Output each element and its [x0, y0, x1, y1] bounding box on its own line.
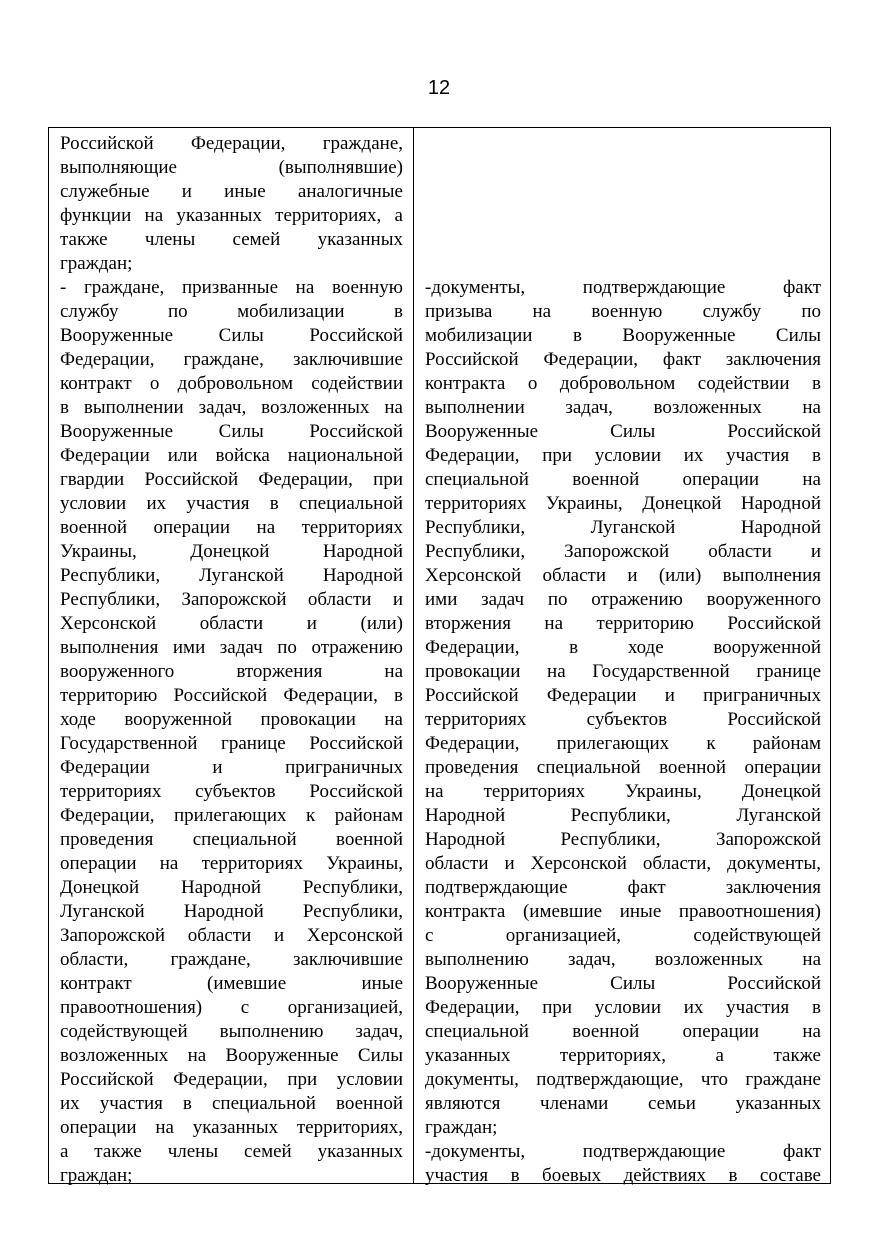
text-line: - граждане, призванные на военную: [60, 277, 403, 298]
right-cell-empty-space: [425, 132, 821, 276]
text-line: граждан;: [60, 253, 133, 274]
text-line: Федерации, при условии их участия в: [425, 997, 821, 1018]
text-line: территориях Украины, Донецкой Народной: [425, 493, 821, 514]
text-line: их участия в специальной военной: [60, 1093, 403, 1114]
text-line: Запорожской области и Херсонской: [60, 925, 403, 946]
text-line: в выполнении задач, возложенных на: [60, 397, 403, 418]
text-line: проведения специальной военной: [60, 829, 403, 850]
text-line: провокации на Государственной границе: [425, 661, 821, 682]
table-cell-left: [60, 132, 403, 1188]
text-line: выполнении задач, возложенных на: [425, 397, 821, 418]
text-line: Херсонской области и (или): [60, 613, 403, 634]
text-line: Федерации или войска национальной: [60, 445, 403, 466]
document-table: [48, 127, 831, 1184]
text-line: являются членами семьи указанных: [425, 1093, 821, 1114]
text-line: на территориях Украины, Донецкой: [425, 781, 821, 802]
text-line: Федерации, прилегающих к районам: [60, 805, 403, 826]
text-line: граждан;: [425, 1117, 498, 1138]
text-line: Вооруженные Силы Российской: [425, 421, 821, 442]
text-line: Украины, Донецкой Народной: [60, 541, 403, 562]
text-line: Вооруженные Силы Российской: [60, 421, 403, 442]
text-line: Федерации, в ходе вооруженной: [425, 637, 821, 658]
text-line: Донецкой Народной Республики,: [60, 877, 403, 898]
text-line: области и Херсонской области, документы,: [425, 853, 821, 874]
text-line: вооруженного вторжения на: [60, 661, 403, 682]
right-paragraph: [425, 1140, 821, 1188]
text-line: выполнению задач, возложенных на: [425, 949, 821, 970]
text-line: гвардии Российской Федерации, при: [60, 469, 403, 490]
text-line: операции на территориях Украины,: [60, 853, 403, 874]
text-line: проведения специальной военной операции: [425, 757, 821, 778]
text-line: указанных территориях, а также: [425, 1045, 821, 1066]
text-line: также члены семей указанных: [60, 229, 403, 250]
text-line: военной операции на территориях: [60, 517, 403, 538]
text-line: граждан;: [60, 1165, 133, 1186]
text-line: Федерации, граждане, заключившие: [60, 349, 403, 370]
text-line: функции на указанных территориях, а: [60, 205, 403, 226]
text-line: специальной военной операции на: [425, 469, 821, 490]
text-line: Херсонской области и (или) выполнения: [425, 565, 821, 586]
text-line: Республики, Луганской Народной: [60, 565, 403, 586]
text-line: Республики, Луганской Народной: [425, 517, 821, 538]
page-number: 12: [427, 77, 451, 99]
text-line: мобилизации в Вооруженные Силы: [425, 325, 821, 346]
text-line: ими задач по отражению вооруженного: [425, 589, 821, 610]
text-line: документы, подтверждающие, что граждане: [425, 1069, 821, 1090]
text-line: Федерации и приграничных: [60, 757, 403, 778]
text-line: операции на указанных территориях,: [60, 1117, 403, 1138]
text-line: Государственной границе Российской: [60, 733, 403, 754]
text-line: содействующей выполнению задач,: [60, 1021, 403, 1042]
text-line: территориях субъектов Российской: [425, 709, 821, 730]
text-line: Российской Федерации, граждане,: [60, 133, 403, 154]
text-line: Народной Республики, Запорожской: [425, 829, 821, 850]
text-line: территориях субъектов Российской: [60, 781, 403, 802]
text-line: области, граждане, заключившие: [60, 949, 403, 970]
text-line: подтверждающие факт заключения: [425, 877, 821, 898]
text-line: выполнения ими задач по отражению: [60, 637, 403, 658]
text-line: -документы, подтверждающие факт: [425, 1141, 821, 1162]
text-line: контракта (имевшие иные правоотношения): [425, 901, 821, 922]
text-line: условии их участия в специальной: [60, 493, 403, 514]
text-line: Вооруженные Силы Российской: [425, 973, 821, 994]
left-paragraph: [60, 276, 403, 1188]
text-line: территорию Российской Федерации, в: [60, 685, 403, 706]
text-line: а также члены семей указанных: [60, 1141, 403, 1162]
text-line: Народной Республики, Луганской: [425, 805, 821, 826]
left-paragraph: [60, 132, 403, 276]
text-line: с организацией, содействующей: [425, 925, 821, 946]
text-line: контракта о добровольном содействии в: [425, 373, 821, 394]
text-line: Российской Федерации, при условии: [60, 1069, 403, 1090]
right-paragraph: [425, 276, 821, 1140]
text-line: Российской Федерации и приграничных: [425, 685, 821, 706]
text-line: службу по мобилизации в: [60, 301, 403, 322]
text-line: Республики, Запорожской области и: [425, 541, 821, 562]
text-line: Вооруженные Силы Российской: [60, 325, 403, 346]
text-line: правоотношения) с организацией,: [60, 997, 403, 1018]
text-line: ходе вооруженной провокации на: [60, 709, 403, 730]
text-line: выполняющие (выполнявшие): [60, 157, 403, 178]
text-line: вторжения на территорию Российской: [425, 613, 821, 634]
text-line: -документы, подтверждающие факт: [425, 277, 821, 298]
table-cell-right: [425, 132, 821, 1188]
text-line: Республики, Запорожской области и: [60, 589, 403, 610]
text-line: Российской Федерации, факт заключения: [425, 349, 821, 370]
text-line: участия в боевых действиях в составе: [425, 1165, 821, 1186]
text-line: служебные и иные аналогичные: [60, 181, 403, 202]
text-line: контракт (имевшие иные: [60, 973, 403, 994]
text-line: Луганской Народной Республики,: [60, 901, 403, 922]
text-line: Федерации, прилегающих к районам: [425, 733, 821, 754]
text-line: призыва на военную службу по: [425, 301, 821, 322]
text-line: Федерации, при условии их участия в: [425, 445, 821, 466]
text-line: специальной военной операции на: [425, 1021, 821, 1042]
text-line: возложенных на Вооруженные Силы: [60, 1045, 403, 1066]
column-divider: [413, 128, 414, 1183]
text-line: контракт о добровольном содействии: [60, 373, 403, 394]
